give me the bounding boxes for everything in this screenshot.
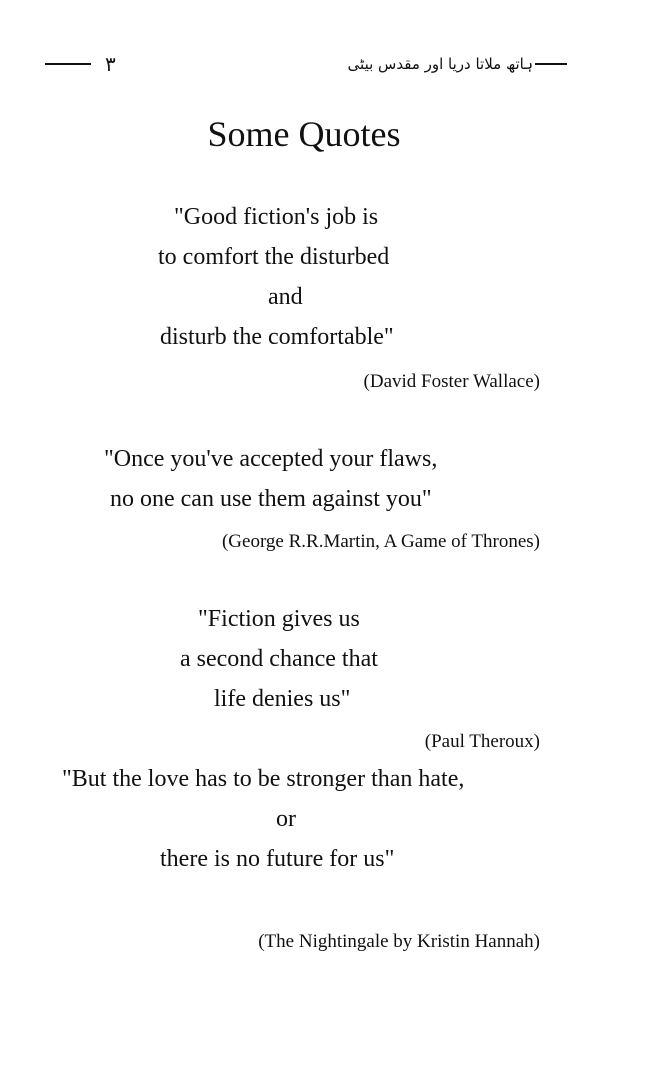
page-header-right (348, 52, 567, 76)
quote-line: a second chance that (180, 646, 378, 672)
quote-attribution: (George R.R.Martin, A Game of Thrones) (221, 531, 540, 552)
book-title: ہاتھ ملاتا دریا اور مقدس بیٹی (347, 55, 533, 73)
page-number: ٣ (105, 52, 116, 76)
quote-line: "Good fiction's job is (174, 204, 379, 230)
quote-attribution: (David Foster Wallace) (363, 371, 540, 392)
quote-line: and (268, 284, 303, 310)
quote-line: there is no future for us" (160, 846, 395, 872)
quote-line: life denies us" (214, 686, 351, 712)
quote-line: "But the love has to be stronger than hate, (62, 766, 465, 792)
header-rule-right (535, 63, 567, 65)
page-header-left (45, 52, 116, 76)
quote-line: to comfort the disturbed (158, 244, 390, 270)
header-rule-left (45, 63, 91, 65)
quote-line: "Fiction gives us (198, 606, 360, 632)
quote-attribution: (The Nightingale by Kristin Hannah) (258, 931, 540, 952)
quote-line: disturb the comfortable" (160, 324, 394, 350)
quote-line: "Once you've accepted your flaws, (104, 446, 438, 472)
page-title: Some Quotes (207, 114, 401, 154)
quote-line: or (276, 806, 296, 832)
quote-line: no one can use them against you" (110, 486, 432, 512)
quote-attribution: (Paul Theroux) (424, 731, 540, 752)
